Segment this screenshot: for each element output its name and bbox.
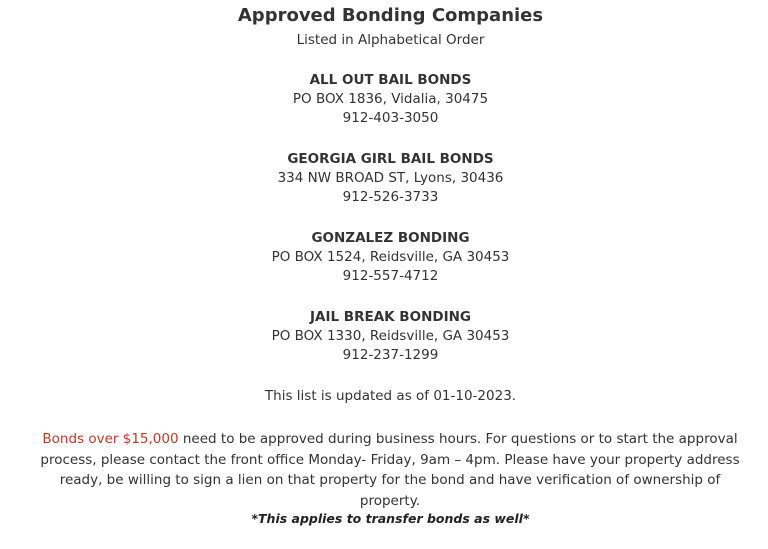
company-phone: 912-526-3733 <box>342 189 439 205</box>
bond-approval-notice <box>30 429 750 511</box>
company-address: PO BOX 1330, Reidsville, GA 30453 <box>271 328 510 344</box>
company-name: JAIL BREAK BONDING <box>310 309 471 325</box>
company-entry <box>0 150 768 207</box>
company-phone: 912-237-1299 <box>342 347 439 363</box>
company-entry <box>0 308 768 365</box>
company-address: PO BOX 1836, Vidalia, 30475 <box>292 91 489 107</box>
notice-text: need to be approved during business hours. For questions or to start the approval process, please contact the front office Monday- Friday, 9am – 4pm. Please have your property address ready, be willing to sign a lien on that property for the bond and have verification of ownership of property. <box>40 431 740 509</box>
company-name: ALL OUT BAIL BONDS <box>309 72 472 88</box>
company-address: 334 NW BROAD ST, Lyons, 30436 <box>277 170 504 186</box>
company-address: PO BOX 1524, Reidsville, GA 30453 <box>271 249 510 265</box>
page-title: Approved Bonding Companies <box>237 5 544 26</box>
page-subtitle: Listed in Alphabetical Order <box>296 32 485 48</box>
list-updated-date: This list is updated as of 01-10-2023. <box>264 388 517 404</box>
company-name: GONZALEZ BONDING <box>311 230 470 246</box>
bond-threshold-highlight: Bonds over $15,000 <box>42 431 179 447</box>
transfer-bonds-note: *This applies to transfer bonds as well* <box>251 511 530 526</box>
company-phone: 912-403-3050 <box>342 110 439 126</box>
company-name: GEORGIA GIRL BAIL BONDS <box>287 151 494 167</box>
company-entry <box>0 71 768 128</box>
company-entry <box>0 229 768 286</box>
company-phone: 912-557-4712 <box>342 268 439 284</box>
